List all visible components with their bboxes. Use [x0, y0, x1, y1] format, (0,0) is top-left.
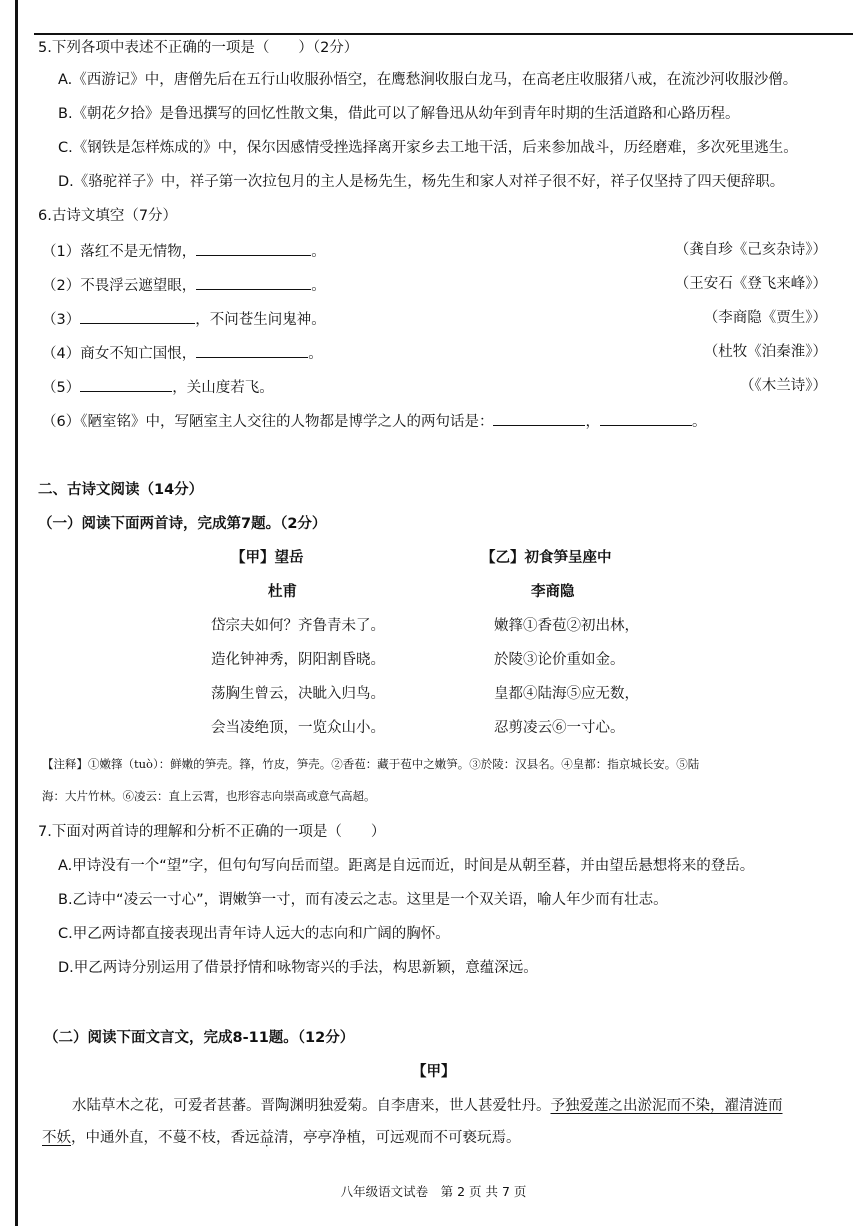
poem-a-author: 杜甫: [268, 584, 297, 600]
q7-stem: 7.下面对两首诗的理解和分析不正确的一项是（ ）: [38, 824, 386, 840]
answer-blank[interactable]: [493, 410, 585, 426]
section-2-title: 二、古诗文阅读（14分）: [38, 482, 204, 498]
q7-option-b: B.乙诗中“凌云一寸心”，谓嫩笋一寸，而有凌云之志。这里是一个双关语，喻人年少而有壮志。: [58, 892, 668, 908]
q5-stem: 5.下列各项中表述不正确的一项是（ ）（2分）: [38, 40, 359, 56]
poem-a-line: 荡胸生曾云，决眦入归鸟。: [211, 686, 385, 702]
answer-blank[interactable]: [196, 274, 311, 290]
q5-option-b: B.《朝花夕拾》是鲁迅撰写的回忆性散文集，借此可以了解鲁迅从幼年到青年时期的生活道路和心路历程。: [58, 106, 740, 122]
poem-a-line: 岱宗夫如何？齐鲁青未了。: [211, 618, 385, 634]
q6-source-1: （龚自珍《己亥杂诗》）: [674, 242, 827, 258]
q6-item-4: （4）商女不知亡国恨， 。: [42, 342, 323, 364]
part-2-title: （二）阅读下面文言文，完成8-11题。（12分）: [44, 1030, 355, 1046]
q6-source-2: （王安石《登飞来峰》）: [674, 276, 827, 292]
page-footer: 八年级语文试卷 第 2 页 共 7 页: [340, 1184, 527, 1199]
passage-a-heading: 【甲】: [412, 1064, 456, 1080]
dotted-character: 益: [259, 1130, 274, 1146]
q6-source-5: （《木兰诗》）: [740, 378, 827, 394]
q6-stem: 6.古诗文填空（7分）: [38, 208, 178, 224]
q5-option-c: C.《钢铁是怎样炼成的》中，保尔因感情受挫选择离开家乡去工地干活，后来参加战斗，历经磨难，多次死里逃生。: [58, 140, 798, 156]
answer-blank[interactable]: [80, 376, 172, 392]
answer-blank[interactable]: [196, 240, 311, 256]
answer-blank[interactable]: [600, 410, 692, 426]
q7-option-a: A.甲诗没有一个“望”字，但句句写向岳而望。距离是自远而近，时间是从朝至暮，并由望岳悬想将来的登岳。: [58, 858, 755, 874]
q7-option-c: C.甲乙两诗都直接表现出青年诗人远大的志向和广阔的胸怀。: [58, 926, 450, 942]
answer-blank[interactable]: [196, 342, 308, 358]
q6-item-5: （5） ，关山度若飞。: [42, 376, 274, 398]
poem-b-author: 李商隐: [531, 584, 575, 600]
poem-b-line: 皇都④陆海⑤应无数，: [494, 686, 639, 702]
q6-item-3: （3） ，不问苍生问鬼神。: [42, 308, 326, 330]
answer-blank[interactable]: [80, 308, 195, 324]
part-1-title: （一）阅读下面两首诗，完成第7题。（2分）: [38, 516, 327, 532]
top-rule: [34, 33, 853, 35]
passage-a-line-2: 不妖，中通外直，不蔓不枝，香远益清，亭亭净植，可远观而不可亵玩焉。: [42, 1130, 521, 1146]
q6-item-6: （6）《陋室铭》中，写陋室主人交往的人物都是博学之人的两句话是： ， 。: [42, 410, 706, 432]
poem-b-line: 於陵③论价重如金。: [494, 652, 625, 668]
q7-option-d: D.甲乙两诗分别运用了借景抒情和咏物寄兴的手法，构思新颖，意蕴深远。: [58, 960, 538, 976]
q5-option-d: D.《骆驼祥子》中，祥子第一次拉包月的主人是杨先生，杨先生和家人对祥子很不好，祥子仅坚持了四天便辞职。: [58, 174, 785, 190]
poem-a-line: 会当凌绝顶，一览众山小。: [211, 720, 385, 736]
poem-notes-line-2: 海：大片竹林。⑥凌云：直上云霄，也形容志向崇高或意气高超。: [42, 789, 376, 803]
poem-a-title: 【甲】望岳: [231, 550, 304, 566]
poem-b-line: 嫩箨①香苞②初出林，: [494, 618, 639, 634]
q6-item-2: （2）不畏浮云遮望眼， 。: [42, 274, 326, 296]
q5-option-a: A.《西游记》中，唐僧先后在五行山收服孙悟空，在鹰愁涧收服白龙马，在高老庄收服猪八戒，在流沙河收服沙僧。: [58, 72, 798, 88]
poem-notes-line-1: 【注释】①嫩箨（tuò）：鲜嫩的笋壳。箨，竹皮，笋壳。②香苞：藏于苞中之嫩笋。③於陵：汉县名。④皇都：指京城长安。⑤陆: [42, 757, 700, 771]
poem-b-line: 忍剪凌云⑥一寸心。: [494, 720, 625, 736]
underlined-sentence: 予独爱莲之出淤泥而不染，濯清涟而: [550, 1098, 783, 1114]
underlined-sentence-end: 不妖: [42, 1130, 71, 1146]
poem-a-line: 造化钟神秀，阴阳割昏晓。: [211, 652, 385, 668]
left-edge-border: [15, 0, 18, 1226]
poem-b-title: 【乙】初食笋呈座中: [481, 550, 612, 566]
q6-source-4: （杜牧《泊秦淮》）: [703, 344, 827, 360]
passage-a-line-1: 水陆草木之花，可爱者甚蕃。晋陶渊明独爱菊。自李唐来，世人甚爱牡丹。予独爱莲之出淤泥而不染，濯清涟而: [72, 1098, 783, 1114]
q6-item-1: （1）落红不是无情物， 。: [42, 240, 326, 262]
q6-source-3: （李商隐《贾生》）: [703, 310, 827, 326]
